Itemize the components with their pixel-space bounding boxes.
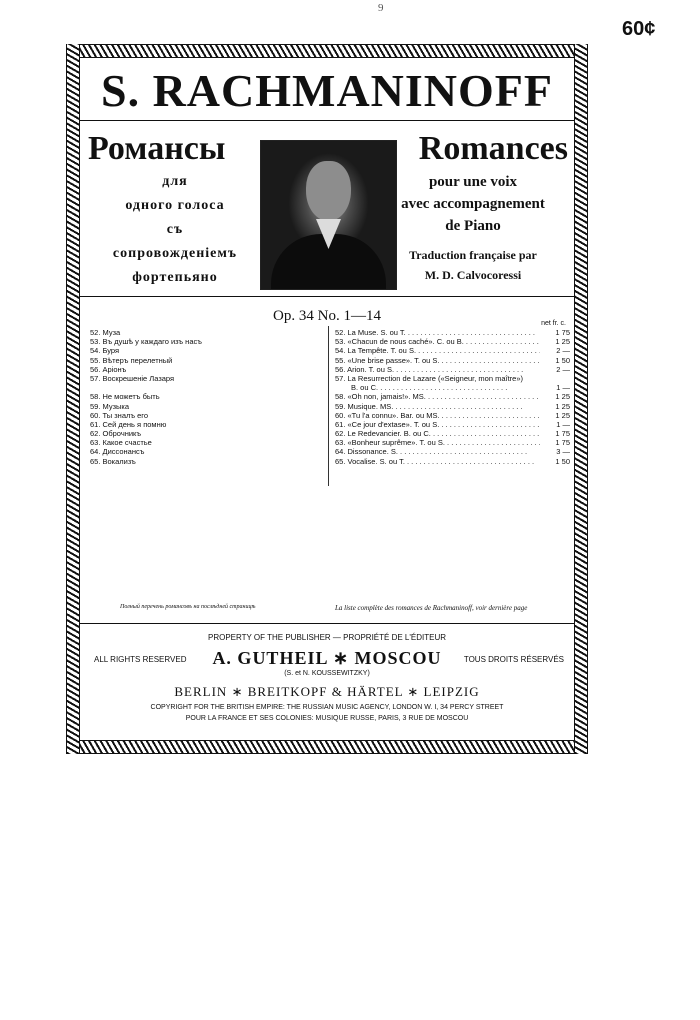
song-fr-title: 56. Arion. T. ou S. . . . <box>335 365 540 374</box>
song-fr-item <box>335 374 570 383</box>
song-fr-item <box>335 402 570 411</box>
song-fr-price: 1 25 <box>540 411 570 420</box>
publisher-property: PROPERTY OF THE PUBLISHER — PROPRIÉTÉ DE L'ÉDITEUR <box>207 633 447 642</box>
song-ru-item <box>90 383 320 392</box>
rights-reserved-fr: TOUS DROITS RÉSERVÉS <box>463 655 564 664</box>
song-ru-item: 53. Въ душѣ у каждаго изъ насъ <box>90 337 202 347</box>
subtitle-ru-line: съ <box>166 222 184 237</box>
song-fr-price: 1 50 <box>540 356 570 365</box>
song-list-french <box>335 328 570 466</box>
song-fr-item <box>335 346 570 355</box>
copyright-france: POUR LA FRANCE ET SES COLONIES: MUSIQUE RUSSE, PARIS, 3 RUE DE MOSCOU <box>185 715 469 722</box>
song-fr-price: 1 75 <box>540 438 570 447</box>
subtitle-fr-line: M. D. Calvocoressi <box>424 268 522 282</box>
cover-content <box>80 58 574 740</box>
song-ru-item: 56. Аріонъ <box>90 364 127 374</box>
song-ru-item: 59. Музыка <box>90 401 130 411</box>
song-fr-item <box>335 392 570 401</box>
song-fr-price: 1 25 <box>540 392 570 401</box>
column-separator <box>328 326 329 486</box>
song-fr-price: 2 — <box>540 346 570 355</box>
subtitle-fr-line: de Piano <box>445 218 501 234</box>
song-fr-title: 64. Dissonance. S. . . . <box>335 447 540 456</box>
song-fr-price: 3 — <box>540 447 570 456</box>
song-list-russian <box>90 328 320 466</box>
song-fr-price: 1 25 <box>540 337 570 346</box>
song-fr-title: 62. Le Redevancier. B. ou C. . . . <box>335 429 540 438</box>
divider <box>80 120 574 121</box>
song-fr-title: 55. «Une brise passe». T. ou S. . . . <box>335 356 540 365</box>
song-fr-item <box>335 356 570 365</box>
song-fr-price: 1 75 <box>540 328 570 337</box>
song-ru-item: 63. Какое счастье <box>90 438 152 448</box>
price-header: net fr. c. <box>541 320 566 327</box>
song-fr-title: 65. Vocalise. S. ou T. . . . <box>335 457 540 466</box>
song-fr-price: 1 25 <box>540 402 570 411</box>
publisher-name: A. GUTHEIL ∗ MOSCOU <box>212 648 442 668</box>
footnote-russian: Полный перечень романсовъ на послѣдней страницѣ <box>120 604 256 610</box>
song-ru-item: 57. Воскрешеніе Лазаря <box>90 373 175 383</box>
title-french: Romances <box>418 130 568 167</box>
subtitle-ru-line: для <box>162 174 188 189</box>
song-fr-item <box>335 365 570 374</box>
song-ru-item: 62. Оброчникъ <box>90 429 142 439</box>
composer-portrait <box>260 140 397 290</box>
subtitle-fr-line: avec accompagnement <box>401 196 545 212</box>
song-fr-title: 52. La Muse. S. ou T. . . . <box>335 328 540 337</box>
subtitle-fr-line: Traduction française par <box>409 248 537 262</box>
publisher-koussewitzky: (S. et N. KOUSSEWITZKY) <box>284 670 370 677</box>
song-fr-title: 53. «Chacun de nous caché». C. ou B. . . . <box>335 337 540 346</box>
ornament-border-left <box>66 44 80 754</box>
song-fr-item <box>335 328 570 337</box>
song-fr-price: 1 — <box>540 383 570 392</box>
song-fr-price: 1 75 <box>540 429 570 438</box>
song-fr-item <box>335 457 570 466</box>
subtitle-ru-line: сопровожденіемъ <box>112 246 238 261</box>
song-fr-title: 60. «Tu l'a connu». Bar. ou MS. . . . <box>335 411 540 420</box>
subtitle-ru-line: одного голоса <box>125 198 225 213</box>
ornament-border-bottom <box>66 740 588 754</box>
song-fr-title: 61. «Ce jour d'extase». T. ou S. . . . <box>335 420 540 429</box>
ornament-border-top <box>66 44 588 58</box>
subtitle-ru-line: фортепьяно <box>132 270 218 285</box>
song-ru-item: 58. Не можетъ быть <box>90 392 160 402</box>
song-ru-item: 61. Сей день я помню <box>90 419 167 429</box>
song-fr-price <box>540 374 570 383</box>
song-ru-item: 60. Ты зналъ его <box>90 410 149 420</box>
subtitle-fr-line: pour une voix <box>428 174 518 190</box>
title-russian: Романсы <box>88 130 226 167</box>
divider <box>80 623 574 624</box>
footnote-french: La liste complète des romances de Rachmaninoff, voir dernière page <box>335 604 528 612</box>
song-fr-price: 1 50 <box>540 457 570 466</box>
song-ru-item: 52. Муза <box>90 328 121 337</box>
song-fr-item <box>335 411 570 420</box>
song-fr-price: 1 — <box>540 420 570 429</box>
ornament-border-right <box>574 44 588 754</box>
divider <box>80 296 574 297</box>
copyright-british: COPYRIGHT FOR THE BRITISH EMPIRE: THE RUSSIAN MUSIC AGENCY, LONDON W. I, 34 PERCY STREET <box>150 704 504 711</box>
song-fr-item <box>335 447 570 456</box>
song-fr-item <box>335 383 570 392</box>
publisher-berlin: BERLIN ∗ BREITKOPF & HÄRTEL ∗ LEIPZIG <box>174 684 480 699</box>
composer-name: S. RACHMANINOFF <box>101 65 553 116</box>
song-fr-item <box>335 420 570 429</box>
song-ru-item: 64. Диссонансъ <box>90 447 145 457</box>
opus-number: Op. 34 No. 1—14 <box>273 308 381 324</box>
rights-reserved-en: ALL RIGHTS RESERVED <box>94 655 187 664</box>
song-fr-title: B. ou C. . . . <box>335 383 540 392</box>
song-fr-title: 58. «Oh non, jamais!». MS. . . . <box>335 392 540 401</box>
song-ru-item: 65. Вокализъ <box>90 456 136 466</box>
song-fr-price: 2 — <box>540 365 570 374</box>
song-fr-title: 59. Musique. MS. . . . <box>335 402 540 411</box>
price-tag: 60¢ <box>622 18 656 40</box>
song-fr-item <box>335 337 570 346</box>
song-fr-title: 54. La Tempête. T. ou S. . . . <box>335 346 540 355</box>
page-mark: 9 <box>378 2 384 14</box>
song-fr-item <box>335 429 570 438</box>
song-ru-item: 55. Вѣтеръ перелетный <box>90 355 173 365</box>
song-fr-title: 63. «Bonheur suprême». T. ou S. . . . <box>335 438 540 447</box>
song-fr-title: 57. La Resurrection de Lazare («Seigneur, mon maître») <box>335 373 524 383</box>
song-fr-item <box>335 438 570 447</box>
song-ru-item: 54. Буря <box>90 346 120 356</box>
